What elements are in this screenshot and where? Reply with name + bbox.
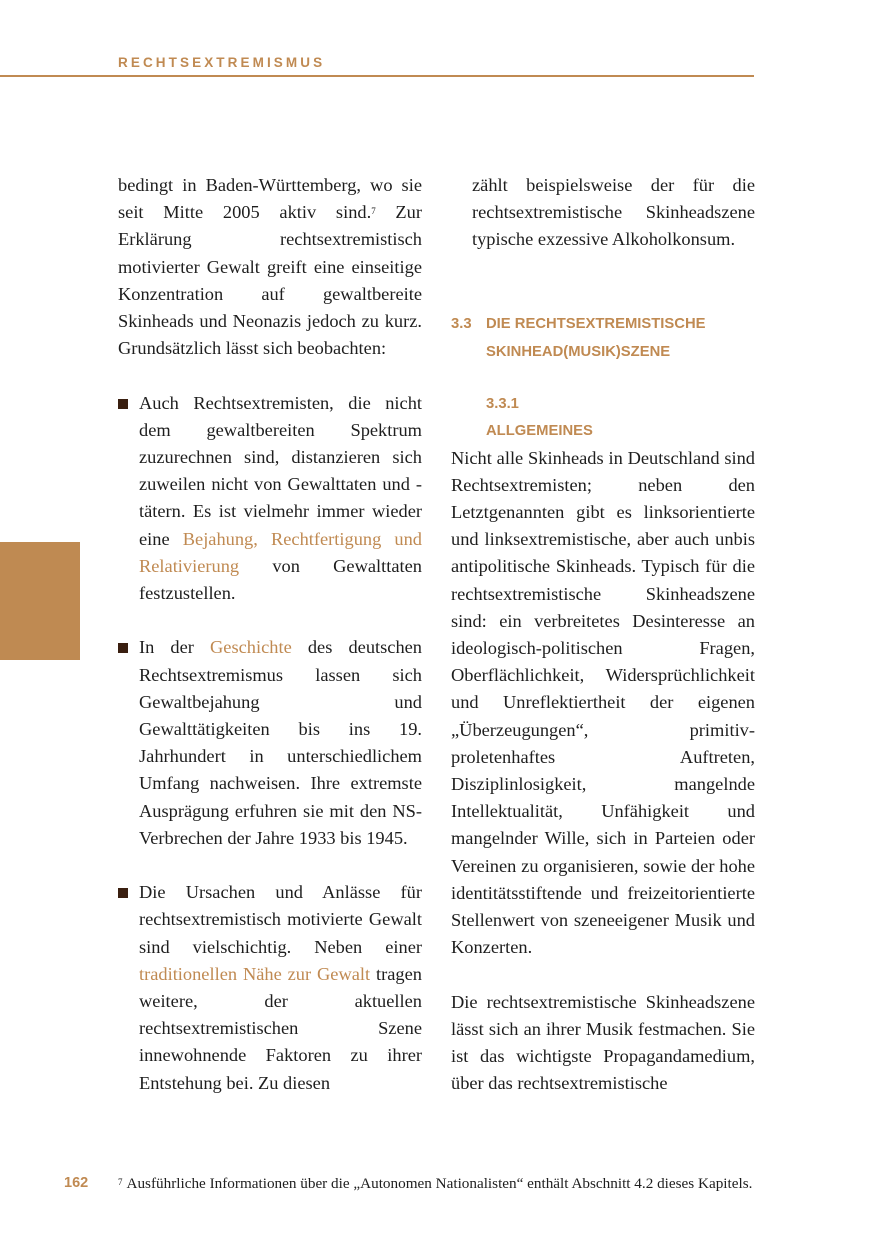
square-bullet-icon [118,888,128,898]
list-item: In der Geschichte des deutschen Rechtsextremismus lassen sich Gewaltbejahung und Gewalttätigkeiten bis ins 19. Jahrhundert in unterschiedlichem Umfang nachweisen. Ihre extremste Ausprägung erfuhren sie mit den NS-Verbrechen der Jahre 1933 bis 1945. [118,634,422,852]
subsection-heading [451,391,755,445]
left-column [118,172,422,1097]
body-paragraph: Die rechtsextremistische Skinheadszene lässt sich an ihrer Musik festmachen. Sie ist das wichtigste Propagandamedium, über das rechtsextremistische [451,991,755,1094]
footnote-reference[interactable]: 7 [371,206,376,217]
body-paragraph: Nicht alle Skinheads in Deutschland sind Rechtsextremisten; neben den Letztgenannten gibt es linksorientierte und linksextremistische, aber auch unbis antipolitische Skinheads. Typisch für die rechtsextremistische Skinheadszene sind: ein verbreitetes Desinteresse an ideologisch-politischen Fragen, Oberflächlichkeit, Widersprüchlichkeit und Unreflektiertheit der eigenen „Überzeugungen“, primitiv-proletenhaftes Auftreten, Disziplinlosigkeit, mangelnde Intellektualität, Unfähigkeit und mangelnder Wille, sich in Parteien oder Vereinen zu organisieren, sowie der hohe identitätsstiftende und freizeitorientierte Stellenwert von szeneeigener Musik und Konzerten. [451,447,755,958]
right-column [451,172,755,1097]
page-number: 162 [64,1175,89,1191]
section-number: 3.3 [451,315,472,332]
list-item: Die Ursachen und Anlässe für rechtsextremistisch motivierte Gewalt sind vielschichtig. Neben einer traditionellen Nähe zur Gewalt tragen weitere, der aktuellen rechtsextremistischen Szene innewohnende Faktoren zu ihrer Entstehung bei. Zu diesen [118,879,422,1097]
footnote-text: Ausführliche Informationen über die „Autonomen Nationalisten“ enthält Abschnitt 4.2 dieses Kapitels. [126,1175,753,1192]
highlight-term: traditionellen Nähe zur Gewalt [139,963,371,984]
section-heading [451,310,755,366]
square-bullet-icon [118,643,128,653]
highlight-term: Geschichte [210,637,292,658]
bullet-list [118,390,422,1097]
continuation-paragraph: zählt beispielsweise der für die rechtsextremistische Skinheadszene typische exzessive Alkoholkonsum. [472,175,755,250]
footnote-mark: 7 [118,1177,123,1187]
footnote [118,1174,758,1194]
intro-paragraph: bedingt in Baden-Württemberg, wo sie seit Mitte 2005 aktiv sind.$^7$ Zur Erklärung rechtsextremistisch motivierter Gewalt greift eine einseitige Konzentration auf gewaltbereite Skinheads und Neonazis jedoch zu kurz. Grundsätzlich lässt sich beobachten: [118,175,422,359]
header-rule [0,75,754,77]
chapter-marker-tab [0,542,80,660]
section-title-line: SKINHEAD(MUSIK)SZENE [486,343,671,360]
section-title-line: DIE RECHTSEXTREMISTISCHE [486,315,706,332]
running-header: RECHTSEXTREMISMUS [118,55,326,70]
list-item: Auch Rechtsextremisten, die nicht dem gewaltbereiten Spektrum zuzurechnen sind, distanzieren sich zuweilen nicht von Gewalttaten und -tätern. Es ist vielmehr immer wieder eine Bejahung, Rechtfertigung und Relativierung von Gewalttaten festzustellen. [118,390,422,608]
square-bullet-icon [118,399,128,409]
subsection-number: 3.3.1 [486,395,519,412]
highlight-term: Bejahung, Rechtfertigung und Relativierung [139,528,422,576]
subsection-title: ALLGEMEINES [486,422,593,439]
